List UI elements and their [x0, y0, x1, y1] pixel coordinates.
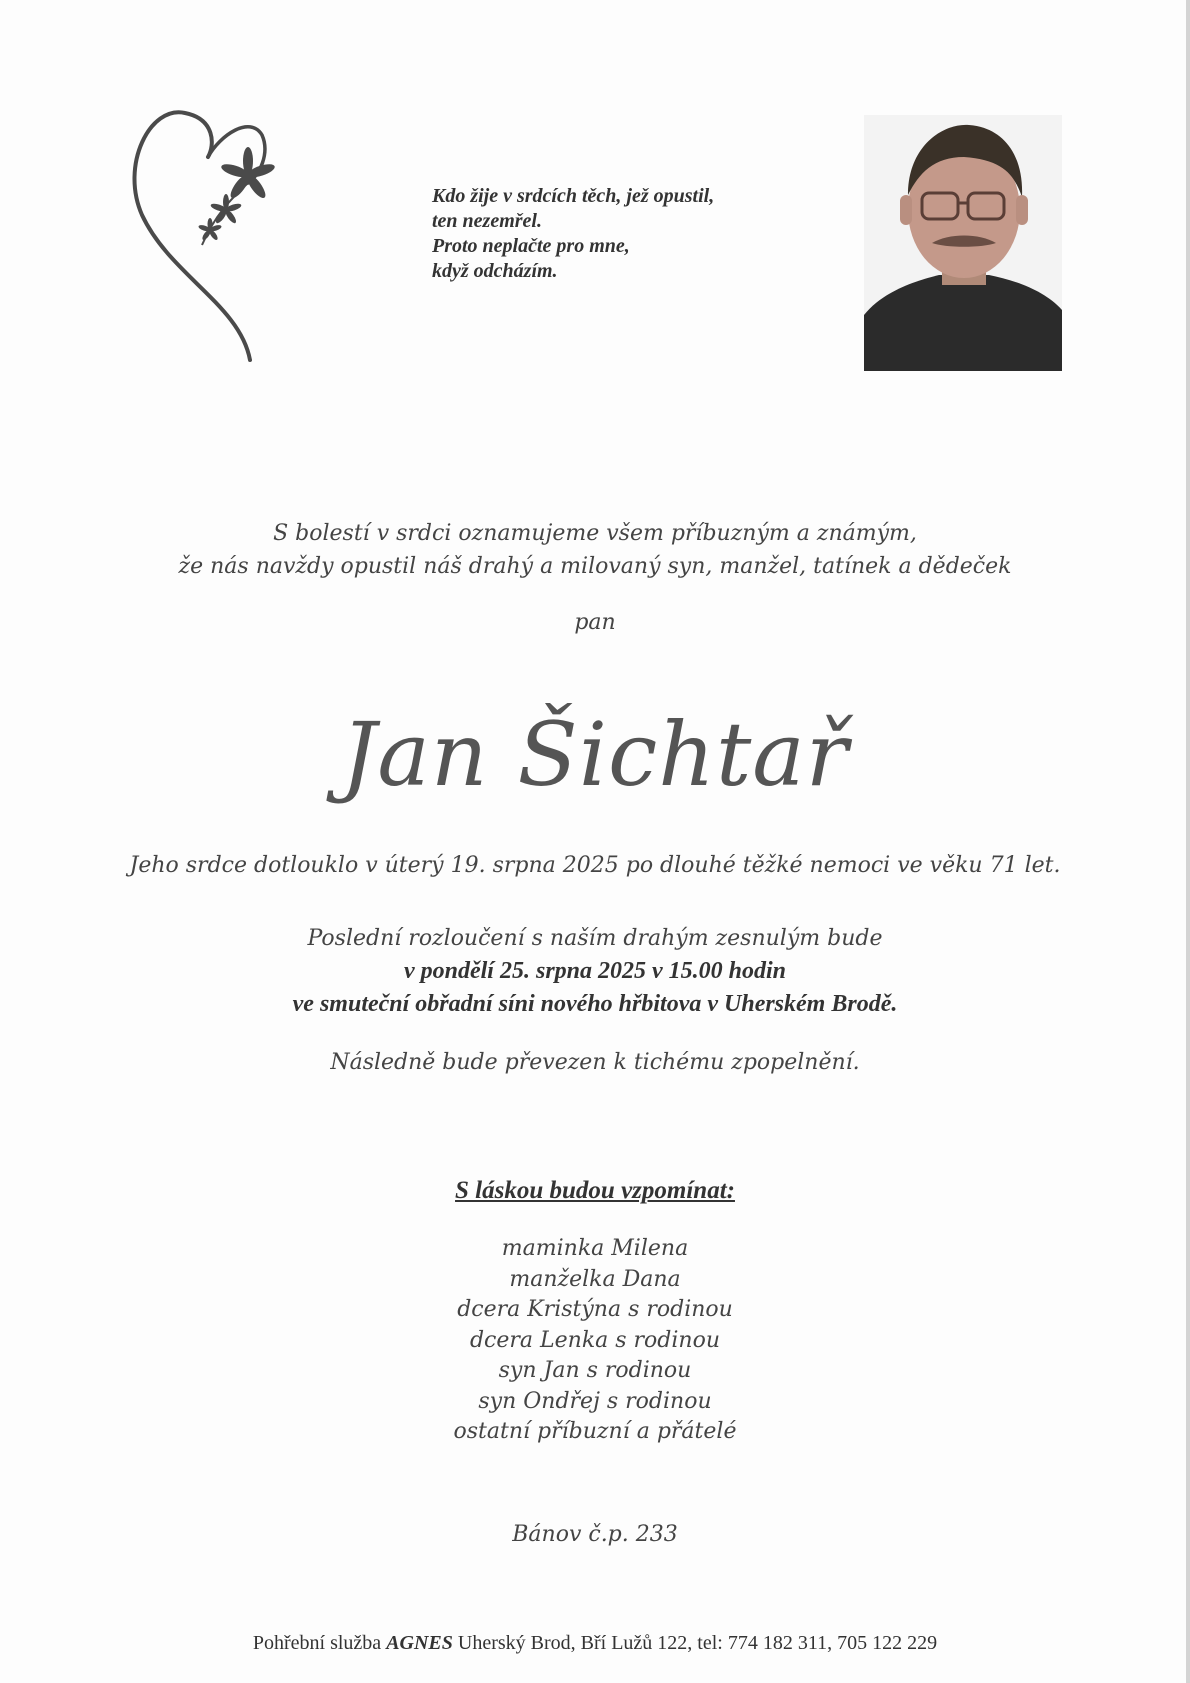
footer-prefix: Pohřební služba [252, 1632, 382, 1654]
farewell-datetime: v pondělí 25. srpna 2025 v 15.00 hodin [403, 958, 787, 984]
announcement-intro [0, 517, 1190, 583]
poem-line: Kdo žije v srdcích těch, jež opustil, [432, 185, 715, 207]
portrait-photo [864, 115, 1062, 371]
address: Bánov č.p. 233 [512, 1522, 678, 1547]
mourner-item: dcera Lenka s rodinou [469, 1327, 721, 1353]
mourner-item: syn Jan s rodinou [498, 1358, 692, 1383]
mourner-item: ostatní příbuzní a přátelé [453, 1419, 737, 1444]
farewell-details [0, 922, 1190, 1021]
intro-line: že nás navždy opustil náš drahý a milovaný syn, manžel, tatínek a dědeček [178, 554, 1012, 579]
mourner-item: syn Ondřej s rodinou [478, 1388, 712, 1414]
honorific: pan [574, 610, 616, 635]
poem-line: Proto neplačte pro mne, [432, 235, 630, 257]
mourners-heading-text: S láskou budou vzpomínat: [455, 1177, 735, 1204]
mourner-item: maminka Milena [501, 1236, 689, 1261]
farewell-place: ve smuteční obřadní síni nového hřbitova v Uherském Brodě. [292, 991, 898, 1017]
deceased-name: Jan Šichtař [341, 703, 849, 806]
funeral-service-footer [0, 1632, 1190, 1655]
footer-contact: Uherský Brod, Bří Lužů 122, tel: 774 182 311, 705 122 229 [457, 1632, 938, 1654]
heart-flower-icon [130, 105, 290, 365]
mourners-list [0, 1234, 1190, 1448]
death-notice: Jeho srdce dotlouklo v úterý 19. srpna 2025 po dlouhé těžké nemoci ve věku 71 let. [129, 853, 1061, 878]
poem-line: když odcházím. [432, 260, 558, 282]
poem [432, 184, 812, 284]
cremation-note: Následně bude převezen k tichému zpopelnění. [330, 1050, 860, 1075]
mourners-heading [0, 1177, 1190, 1205]
farewell-intro: Poslední rozloučení s naším drahým zesnulým bude [307, 926, 883, 951]
intro-line: S bolestí v srdci oznamujeme všem příbuzným a známým, [273, 521, 917, 546]
footer-brand: AGNES [386, 1632, 453, 1654]
mourner-item: dcera Kristýna s rodinou [457, 1297, 733, 1322]
poem-line: ten nezemřel. [432, 210, 542, 232]
mourner-item: manželka Dana [509, 1266, 681, 1292]
